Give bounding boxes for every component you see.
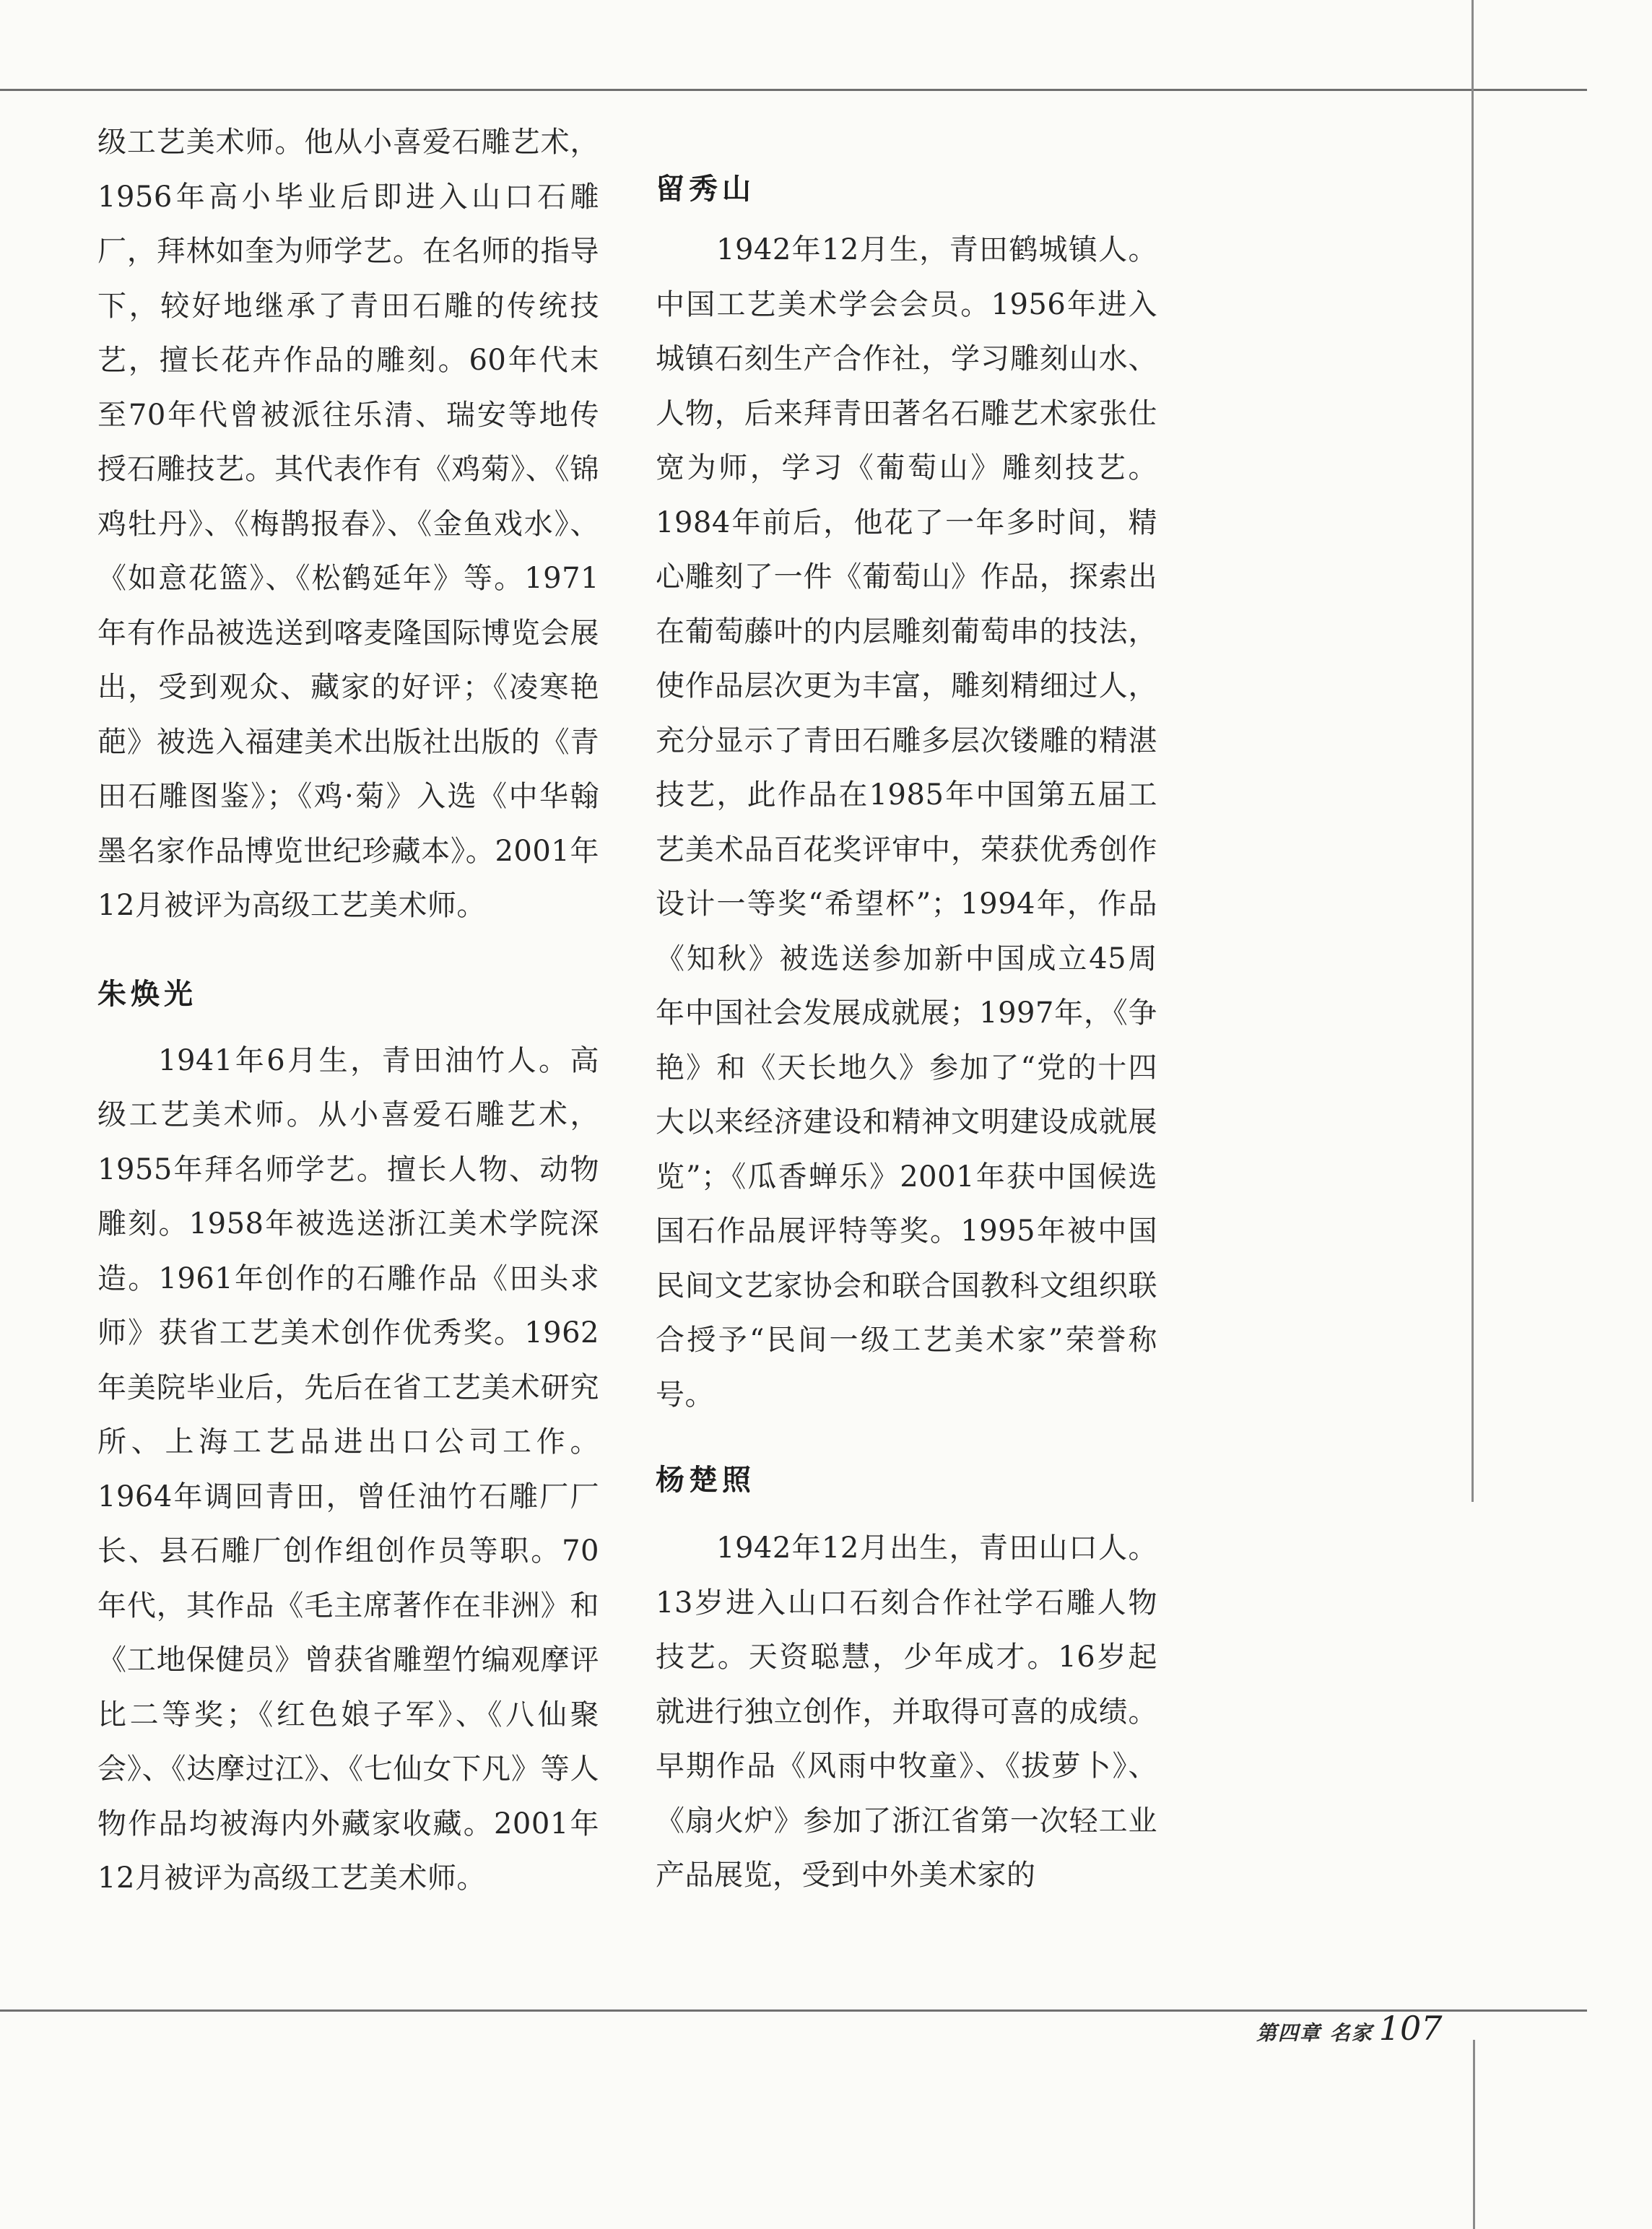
bio-yang-chuzhao: 1942年12月出生，青田山口人。13岁进入山口石刻合作社学石雕人物技艺。天资聪慧，少年成才。16岁起就进行独立创作，并取得可喜的成绩。早期作品《风雨中牧童》、《拔萝卜》、《扇火炉》参加了浙江省第一次轻工业产品展览，受到中外美术家的 [656,1531,1157,1892]
left-column [97,116,599,2007]
heading-zhu-huanguang: 朱焕光 [97,977,197,1011]
top-rule [0,89,1587,91]
heading-yang-chuzhao: 杨楚照 [656,1464,755,1497]
page-number: 107 [1378,2009,1443,2048]
page-footer [1256,2009,1443,2048]
heading-liu-xiushan: 留秀山 [656,173,755,206]
right-column [656,116,1157,2007]
bio-zhu-huanguang: 1941年6月生，青田油竹人。高级工艺美术师。从小喜爱石雕艺术，1955年拜名师学艺。擅长人物、动物雕刻。1958年被选送浙江美术学院深造。1961年创作的石雕作品《田头求师》获省工艺美术创作优秀奖。1962年美院毕业后，先后在省工艺美术研究所、上海工艺品进出口公司工作。1964年调回青田，曾任油竹石雕厂厂长、县石雕厂创作组创作员等职。70年代，其作品《毛主席著作在非洲》和《工地保健员》曾获省雕塑竹编观摩评比二等奖；《红色娘子军》、《八仙聚会》、《达摩过江》、《七仙女下凡》等人物作品均被海内外藏家收藏。2001年12月被评为高级工艺美术师。 [97,1043,599,1895]
bottom-right-tick [1473,2040,1475,2229]
chapter-label: 第四章 名家 [1256,2021,1373,2045]
intro-paragraph: 级工艺美术师。他从小喜爱石雕艺术，1956年高小毕业后即进入山口石雕厂，拜林如奎为师学艺。在名师的指导下，较好地继承了青田石雕的传统技艺，擅长花卉作品的雕刻。60年代末至70年代曾被派往乐清、瑞安等地传授石雕技艺。其代表作有《鸡菊》、《锦鸡牡丹》、《梅鹊报春》、《金鱼戏水》、《如意花篮》、《松鹤延年》等。1971年有作品被选送到喀麦隆国际博览会展出，受到观众、藏家的好评；《凌寒艳葩》被选入福建美术出版社出版的《青田石雕图鉴》；《鸡·菊》入选《中华翰墨名家作品博览世纪珍藏本》。2001年12月被评为高级工艺美术师。 [97,126,599,922]
right-margin-rule [1471,0,1474,1502]
bio-liu-xiushan: 1942年12月生，青田鹤城镇人。中国工艺美术学会会员。1956年进入城镇石刻生产合作社，学习雕刻山水、人物，后来拜青田著名石雕艺术家张仕宽为师，学习《葡萄山》雕刻技艺。1984年前后，他花了一年多时间，精心雕刻了一件《葡萄山》作品，探索出在葡萄藤叶的内层雕刻葡萄串的技法，使作品层次更为丰富，雕刻精细过人，充分显示了青田石雕多层次镂雕的精湛技艺，此作品在1985年中国第五届工艺美术品百花奖评审中，荣获优秀创作设计一等奖“希望杯”；1994年，作品《知秋》被选送参加新中国成立45周年中国社会发展成就展；1997年，《争艳》和《天长地久》参加了“党的十四大以来经济建设和精神文明建设成就展览”；《瓜香蝉乐》2001年获中国候选国石作品展评特等奖。1995年被中国民间文艺家协会和联合国教科文组织联合授予“民间一级工艺美术家”荣誉称号。 [656,233,1157,1412]
